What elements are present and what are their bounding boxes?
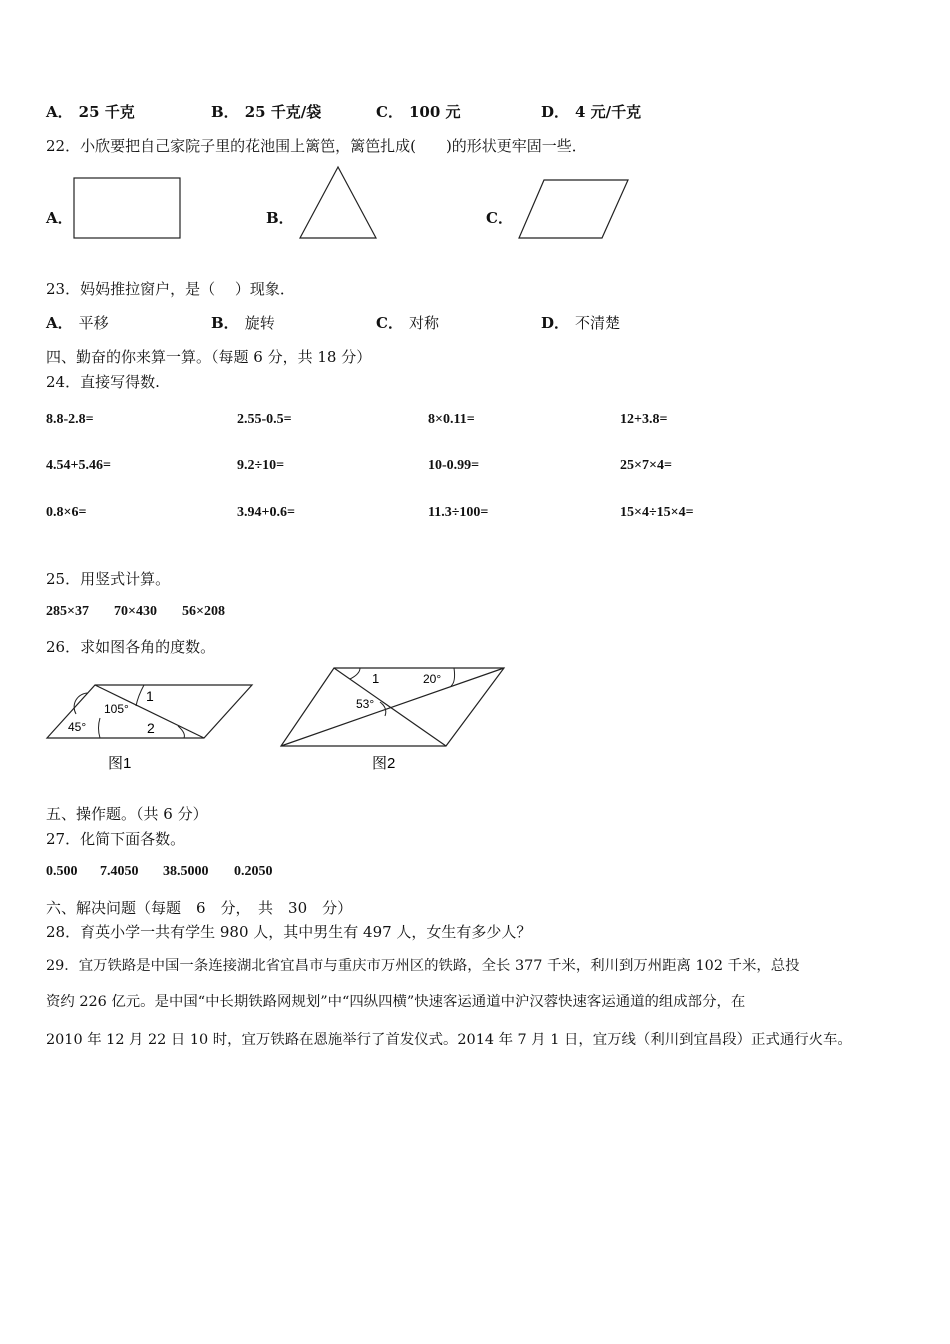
q22-stem: 22．小欣要把自己家院子里的花池围上篱笆，篱笆扎成( )的形状更牢固一些．: [46, 137, 587, 155]
option-key: A．: [46, 103, 73, 121]
q23-option-d: [541, 313, 620, 333]
q29-line-1: 29．宜万铁路是中国一条连接湖北省宜昌市与重庆市万州区的铁路，全长 377 千米，利川到万州距离 102 千米，总投: [46, 958, 800, 974]
calc-item: 15×4÷15×4=: [620, 505, 694, 520]
number-item: 0.2050: [234, 864, 273, 879]
fig2-angle-53: 53°: [356, 697, 375, 711]
q28-text: 28．育英小学一共有学生 980 人，其中男生有 497 人，女生有多少人？: [46, 923, 532, 941]
calc-item: 0.8×6=: [46, 505, 87, 520]
option-text: 25 千克/袋: [244, 103, 322, 121]
q23-option-b: [211, 313, 275, 333]
q23-stem: 23．妈妈推拉窗户，是（ ）现象．: [46, 280, 295, 298]
q29-line-2: 资约 226 亿元。是中国“中长期铁路网规划”中“四纵四横”快速客运通道中沪汉蓉快速客运通道的组成部分，在: [46, 994, 746, 1010]
calc-item: 11.3÷100=: [428, 505, 489, 520]
fig1-arc: [99, 718, 101, 738]
fig2-caption: 图2: [372, 755, 396, 772]
option-key: C．: [376, 314, 403, 332]
section-6-heading: 六、解决问题（每题 6 分， 共 30 分）: [46, 899, 353, 917]
section-5-heading: 五、操作题。（共 6 分）: [46, 805, 208, 823]
option-text: 4 元/千克: [575, 103, 642, 121]
calc-item: 9.2÷10=: [237, 458, 285, 473]
calc-item: 12+3.8=: [620, 412, 668, 427]
number-item: 7.4050: [100, 864, 139, 879]
vertical-calc-item: 56×208: [182, 604, 225, 619]
fig1-label-2: 2: [147, 720, 155, 736]
fig2-arc: [451, 668, 455, 686]
rectangle-shape: [72, 176, 184, 240]
q24-stem: 24．直接写得数.: [46, 373, 160, 391]
option-key: B．: [211, 314, 239, 332]
option-text: 25 千克: [78, 103, 135, 121]
q27-stem: 27．化简下面各数。: [46, 830, 186, 848]
calc-item: 25×7×4=: [620, 458, 672, 473]
fig1-angle-105: 105°: [104, 702, 129, 716]
calc-item: 8×0.11=: [428, 412, 475, 427]
fig1-caption: 图1: [108, 755, 132, 772]
figure-2: [276, 662, 510, 776]
number-item: 0.500: [46, 864, 78, 879]
option-key: A．: [46, 209, 73, 227]
option-text: 平移: [78, 314, 109, 332]
calc-item: 2.55-0.5=: [237, 412, 292, 427]
fig2-diagonal: [281, 668, 504, 746]
option-key: D．: [541, 103, 570, 121]
calc-item: 8.8-2.8=: [46, 412, 94, 427]
q22-option-c: [486, 208, 519, 228]
fig2-angle-20: 20°: [423, 672, 442, 686]
vertical-calc-item: 70×430: [114, 604, 157, 619]
q21-option-d: [541, 102, 641, 122]
section-4-heading: 四、勤奋的你来算一算。（每题 6 分，共 18 分）: [46, 348, 372, 366]
option-key: A．: [46, 314, 73, 332]
figure-1: [40, 676, 264, 776]
option-text: 对称: [408, 314, 439, 332]
calc-item: 10-0.99=: [428, 458, 480, 473]
number-item: 38.5000: [163, 864, 209, 879]
fig2-label-1: 1: [372, 671, 380, 686]
fig2-arc: [350, 668, 360, 679]
fig1-arc: [74, 693, 88, 714]
q25-stem: 25．用竖式计算。: [46, 570, 171, 588]
parallelogram-shape: [516, 176, 632, 242]
option-text: 旋转: [244, 314, 275, 332]
q23-option-a: [46, 313, 109, 333]
option-text: 100 元: [408, 103, 461, 121]
option-text: 不清楚: [575, 314, 621, 332]
option-key: B．: [211, 103, 239, 121]
q29-line-3: 2010 年 12 月 22 日 10 时，宜万铁路在恩施举行了首发仪式。2014 年 7 月 1 日，宜万线（利川到宜昌段）正式通行火车。: [46, 1032, 852, 1048]
q21-option-a: [46, 102, 135, 122]
calc-item: 3.94+0.6=: [237, 505, 295, 520]
option-key: D．: [541, 314, 570, 332]
fig1-angle-45: 45°: [68, 720, 87, 734]
vertical-calc-item: 285×37: [46, 604, 89, 619]
option-key: C．: [376, 103, 403, 121]
fig1-arc: [136, 685, 144, 706]
calc-item: 4.54+5.46=: [46, 458, 111, 473]
option-key: C．: [486, 209, 513, 227]
q26-stem: 26．求如图各角的度数。: [46, 638, 216, 656]
q21-option-c: [376, 102, 461, 122]
q23-option-c: [376, 313, 439, 333]
q22-option-b: [266, 208, 300, 228]
fig1-label-1: 1: [146, 688, 154, 704]
triangle-shape: [296, 164, 380, 242]
q21-option-b: [211, 102, 321, 122]
option-key: B．: [266, 209, 294, 227]
